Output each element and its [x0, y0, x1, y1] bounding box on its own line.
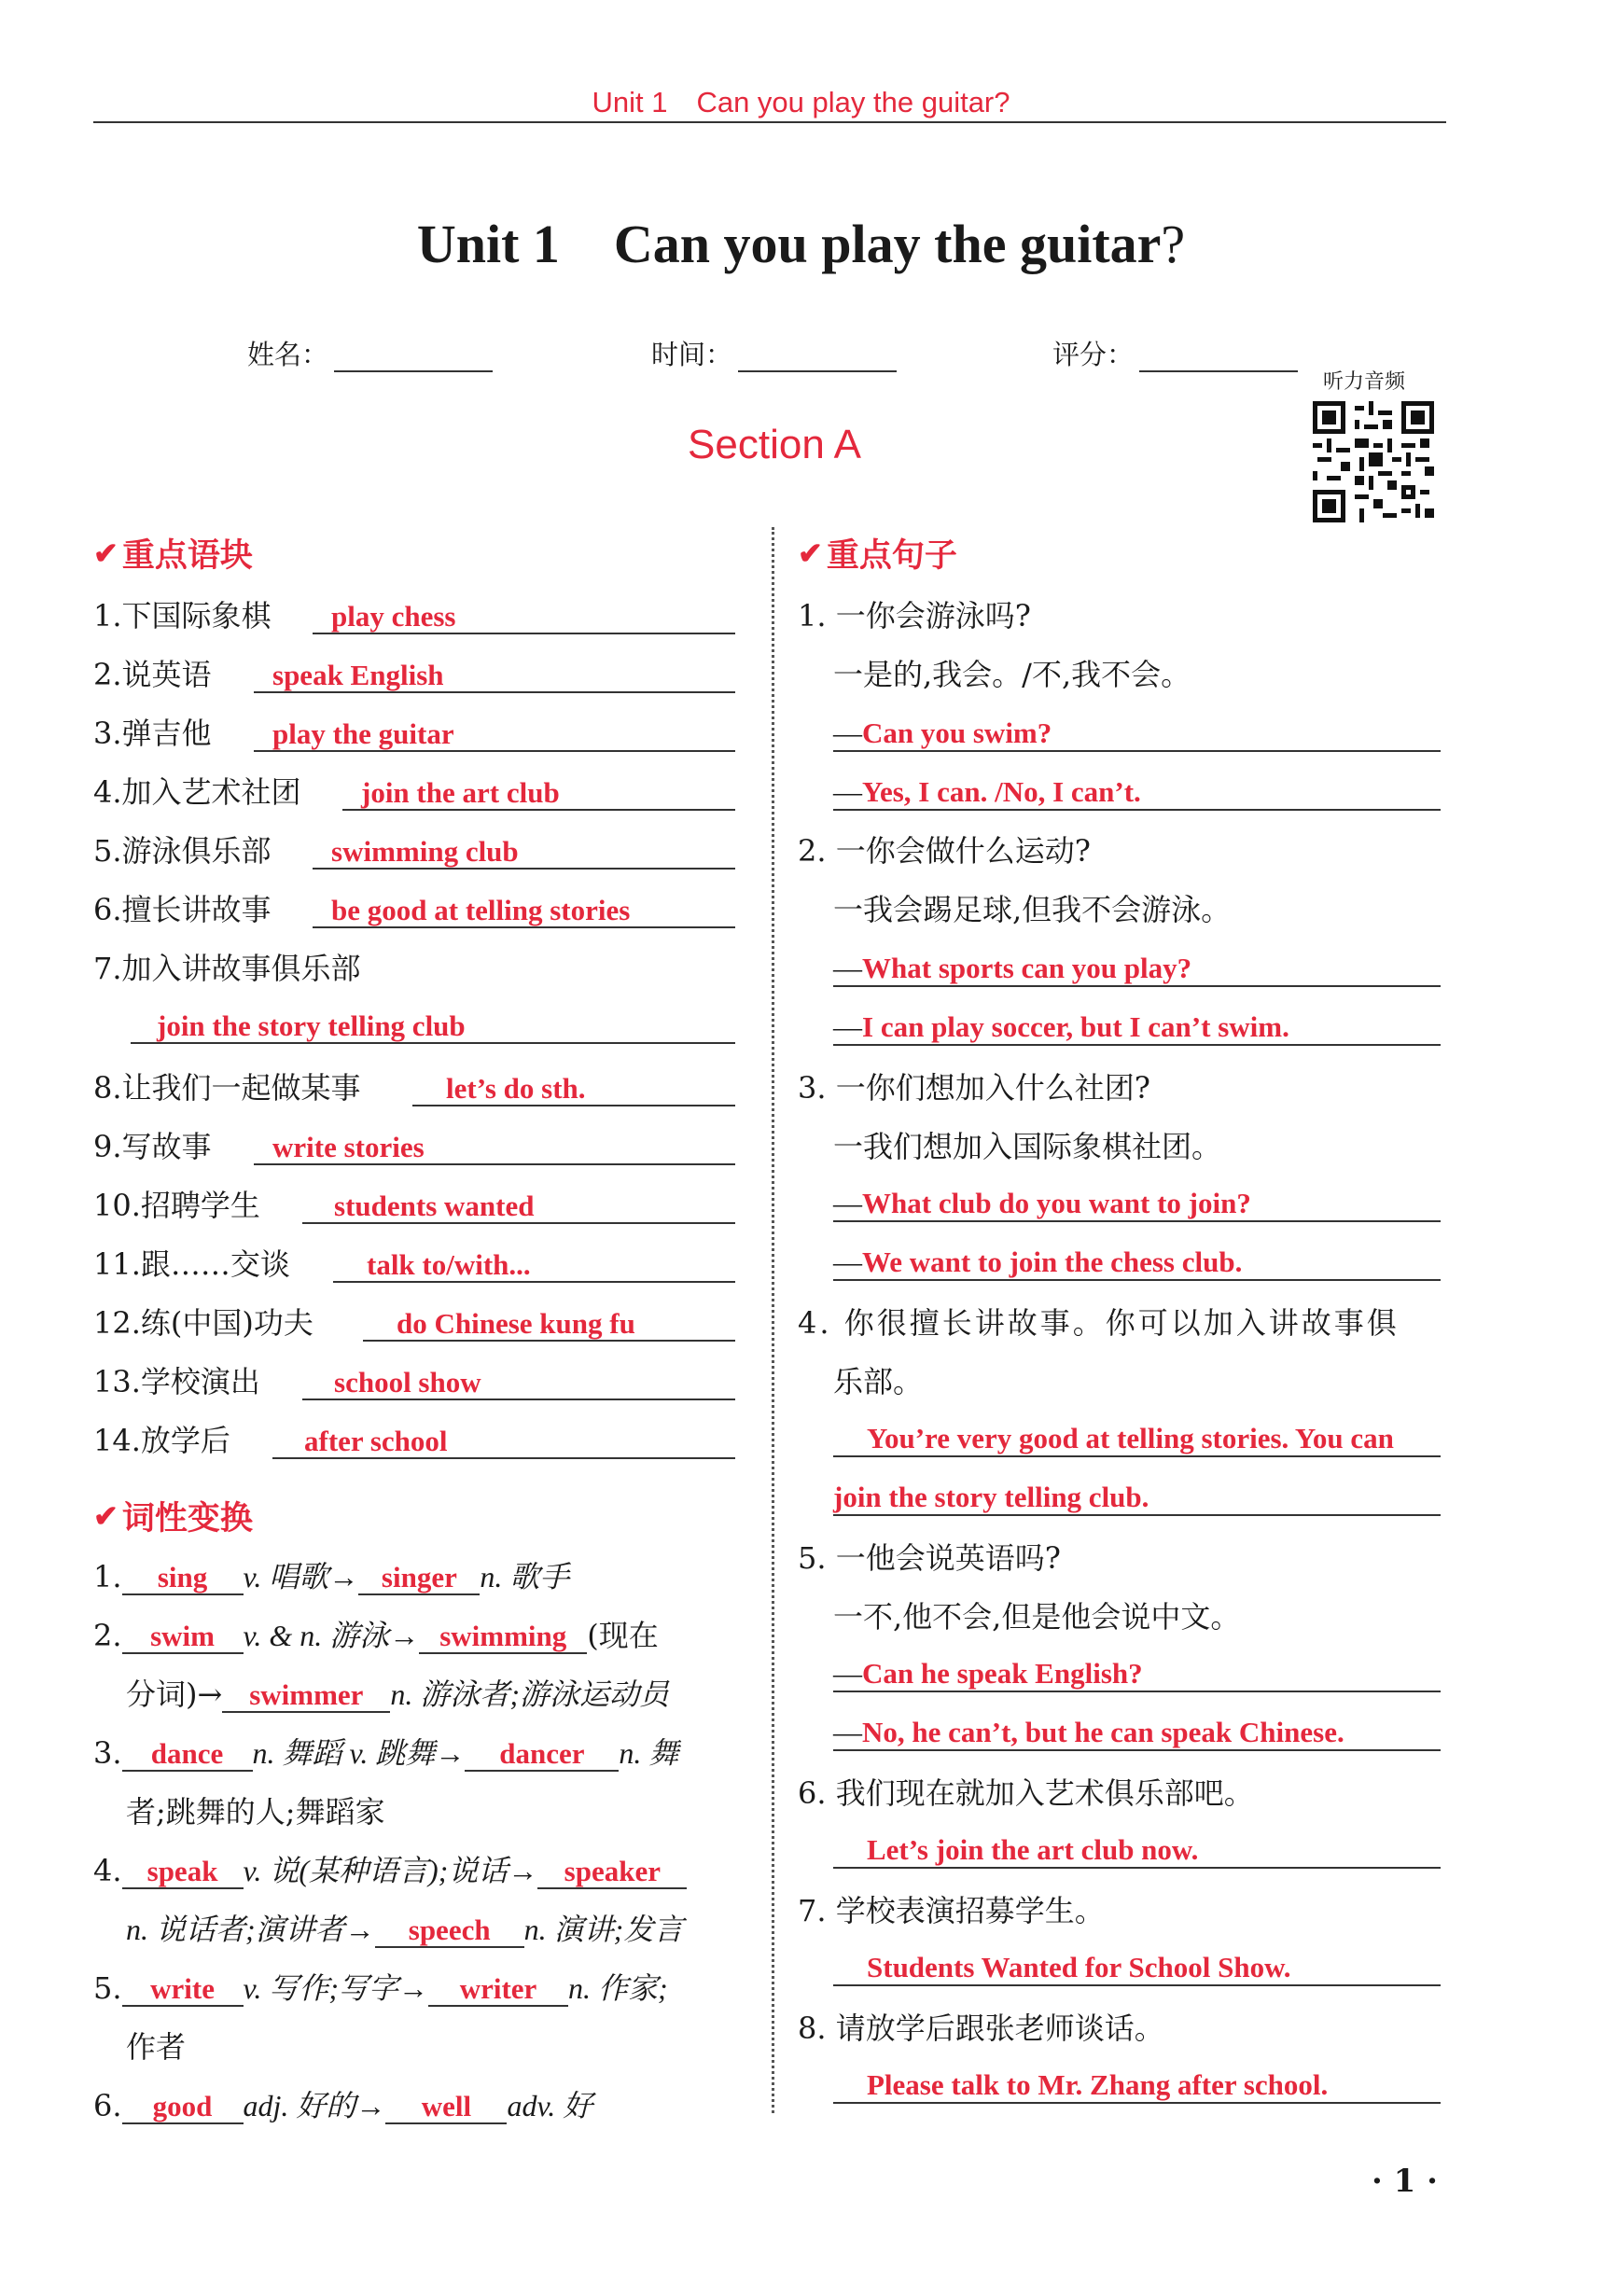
sentence-answer-text: Yes, I can. /No, I can’t.	[862, 775, 1141, 808]
wf-answer[interactable]: singer	[358, 1562, 480, 1595]
time-blank[interactable]	[738, 341, 897, 372]
phrase-answer[interactable]: write stories	[254, 1132, 735, 1165]
word-form-item-cont	[126, 1676, 669, 1713]
phrase-answer[interactable]: play chess	[313, 601, 735, 634]
sentence-prompt: 1. 一你会游泳吗?	[798, 598, 1031, 633]
dash: —	[833, 775, 862, 808]
dash: —	[833, 1716, 862, 1748]
name-blank[interactable]	[334, 341, 493, 372]
sentence-prompt: 6. 我们现在就加入艺术俱乐部吧。	[798, 1775, 1254, 1811]
wf-answer[interactable]: writer	[428, 1973, 568, 2007]
dash: —	[833, 952, 862, 984]
phrase-answer[interactable]: join the story telling club	[131, 1010, 735, 1044]
page-number: · 1 ·	[1372, 2163, 1439, 2200]
listening-audio-label: 听力音频	[1323, 370, 1406, 394]
phrase-chinese: 下国际象棋	[121, 598, 272, 633]
time-label: 时间：	[651, 339, 733, 370]
word-form-item-cont	[126, 1911, 683, 1948]
phrase-number: 2.	[93, 657, 122, 692]
phrase-answer[interactable]: join the art club	[342, 777, 735, 811]
phrase-chinese: 游泳俱乐部	[121, 833, 272, 869]
phrase-chinese: 加入讲故事俱乐部	[121, 951, 361, 986]
sentence-answer-text: We want to join the chess club.	[862, 1245, 1243, 1278]
phrase-number: 6.	[93, 892, 122, 927]
phrase-answer[interactable]: be good at telling stories	[313, 895, 735, 928]
wf-text: 者;跳舞的人;舞蹈家	[126, 1794, 385, 1830]
wf-answer[interactable]: swim	[122, 1621, 244, 1654]
wf-text: n. 舞	[619, 1736, 679, 1770]
wf-text: v. 说(某种语言);说话→	[243, 1854, 538, 1887]
sentence-answer[interactable]: Students Wanted for School Show.	[833, 1951, 1441, 1986]
wf-text: adj. 好的→	[243, 2089, 386, 2122]
wf-answer[interactable]: good	[122, 2091, 244, 2124]
phrase-number: 3.	[93, 716, 122, 751]
dash: —	[833, 1010, 862, 1043]
phrase-number: 12.	[93, 1305, 141, 1341]
dash: —	[833, 1187, 862, 1219]
wf-answer[interactable]: dance	[122, 1738, 253, 1772]
title-text: Unit 1 Can you play the guitar	[416, 214, 1162, 274]
wf-answer[interactable]: dancer	[465, 1738, 619, 1772]
wf-answer[interactable]: swimming	[419, 1621, 587, 1654]
wf-answer[interactable]: speak	[122, 1856, 244, 1889]
phrase-chinese: 学校演出	[140, 1364, 260, 1399]
sentence-answer[interactable]	[833, 1657, 1441, 1692]
phrase-number: 13.	[93, 1364, 141, 1399]
phrase-chinese: 跟……交谈	[140, 1246, 290, 1282]
sentence-answer[interactable]: join the story telling club.	[833, 1481, 1441, 1516]
sentence-answer[interactable]	[833, 1245, 1441, 1281]
wf-text: n. 说话者;演讲者→	[126, 1913, 375, 1946]
wf-number: 6.	[93, 2088, 122, 2123]
sentence-prompt: 一是的,我会。/不,我不会。	[833, 657, 1191, 692]
check-icon: ✔	[93, 536, 118, 571]
wf-answer[interactable]: well	[385, 2091, 507, 2124]
score-label: 评分：	[1052, 339, 1135, 370]
word-form-item	[93, 1558, 569, 1595]
sentence-prompt: 8. 请放学后跟张老师谈话。	[798, 2011, 1164, 2046]
word-form-item-cont	[126, 1793, 385, 1830]
sentence-answer[interactable]	[833, 1716, 1441, 1751]
key-phrases-heading-text: 重点语块	[121, 536, 253, 575]
name-label: 姓名：	[247, 339, 329, 370]
word-form-item	[93, 1617, 659, 1654]
wf-answer[interactable]: speech	[375, 1914, 524, 1948]
page-title	[0, 200, 1602, 278]
sentence-prompt: 4. 你很擅长讲故事。你可以加入讲故事俱	[798, 1305, 1400, 1341]
wf-text: n. 歌手	[480, 1560, 570, 1593]
sentence-prompt: 一我们想加入国际象棋社团。	[833, 1129, 1222, 1164]
sentence-prompt: 7. 学校表演招募学生。	[798, 1893, 1105, 1928]
phrase-item	[93, 1187, 535, 1224]
word-form-item	[93, 1734, 678, 1772]
phrase-answer[interactable]: talk to/with...	[333, 1249, 735, 1283]
sentence-answer-text: Can you swim?	[862, 717, 1052, 749]
sentence-prompt: 3. 一你们想加入什么社团?	[798, 1070, 1150, 1106]
wf-answer[interactable]: sing	[122, 1562, 244, 1595]
wf-text: adv. 好	[507, 2089, 593, 2122]
phrase-chinese: 弹吉他	[121, 716, 212, 751]
phrase-answer[interactable]: speak English	[254, 660, 735, 693]
wf-text: n. 作家;	[568, 1971, 668, 2005]
phrase-item	[93, 597, 456, 634]
name-field[interactable]	[247, 334, 493, 372]
wf-answer[interactable]: speaker	[537, 1856, 687, 1889]
wf-number: 3.	[93, 1735, 122, 1771]
sentence-answer[interactable]: You’re very good at telling stories. You can	[833, 1422, 1441, 1457]
phrase-item	[93, 1128, 425, 1165]
phrase-item	[93, 773, 560, 811]
wf-number: 1.	[93, 1559, 122, 1594]
word-form-item-cont	[126, 2028, 186, 2066]
wf-number: 5.	[93, 1970, 122, 2006]
title-question-mark: ?	[1161, 214, 1186, 274]
wf-text: n. 游泳者;游泳运动员	[390, 1677, 669, 1711]
wf-text: 作者	[126, 2029, 187, 2065]
phrase-answer[interactable]: school show	[302, 1367, 735, 1400]
phrase-item	[93, 715, 454, 752]
phrase-number: 7.	[93, 951, 122, 986]
wf-number: 4.	[93, 1853, 122, 1888]
sentence-answer-text: I can play soccer, but I can’t swim.	[862, 1010, 1289, 1043]
column-divider	[772, 527, 774, 2113]
sentence-answer[interactable]	[833, 775, 1441, 811]
phrase-number: 8.	[93, 1070, 122, 1106]
phrase-item	[93, 950, 361, 987]
phrase-answer[interactable]: play the guitar	[254, 718, 735, 752]
phrase-chinese: 招聘学生	[140, 1188, 260, 1223]
phrase-chinese: 加入艺术社团	[121, 774, 301, 810]
word-forms-heading-text: 词性变换	[121, 1499, 253, 1538]
phrase-number: 11.	[93, 1246, 141, 1282]
wf-text: v. 唱歌→	[243, 1560, 359, 1593]
phrase-chinese: 让我们一起做某事	[121, 1070, 361, 1106]
phrase-chinese: 放学后	[140, 1423, 230, 1458]
phrase-item	[93, 656, 444, 693]
wf-answer[interactable]: write	[122, 1973, 244, 2007]
phrase-item	[93, 1245, 531, 1283]
phrase-answer[interactable]: let’s do sth.	[412, 1073, 735, 1106]
sentence-answer-text: What club do you want to join?	[862, 1187, 1251, 1219]
phrase-number: 10.	[93, 1188, 141, 1223]
score-blank[interactable]	[1139, 341, 1298, 372]
wf-number: 2.	[93, 1618, 122, 1653]
sentence-answer[interactable]: Let’s join the art club now.	[833, 1833, 1441, 1869]
key-sentences-heading-text: 重点句子	[826, 536, 957, 575]
phrase-number: 14.	[93, 1423, 141, 1458]
phrase-item	[93, 891, 631, 928]
sentence-prompt: 乐部。	[833, 1364, 924, 1399]
dash: —	[833, 1657, 862, 1690]
check-icon: ✔	[798, 536, 823, 571]
sentence-prompt: 一不,他不会,但是他会说中文。	[833, 1599, 1241, 1635]
sentence-answer[interactable]: Please talk to Mr. Zhang after school.	[833, 2068, 1441, 2104]
sentence-answer-text: No, he can’t, but he can speak Chinese.	[862, 1716, 1344, 1748]
phrase-item	[93, 1363, 481, 1400]
wf-text: n. 舞蹈 v. 跳舞→	[252, 1736, 466, 1770]
key-phrases-heading	[93, 530, 253, 577]
sentence-answer-text: What sports can you play?	[862, 952, 1192, 984]
phrase-number: 9.	[93, 1129, 122, 1164]
phrase-item	[93, 1304, 635, 1342]
dash: —	[833, 717, 862, 749]
dash: —	[833, 1245, 862, 1278]
phrase-answer[interactable]: do Chinese kung fu	[363, 1308, 735, 1342]
sentence-answer-text: Can he speak English?	[862, 1657, 1143, 1690]
sentence-prompt: 2. 一你会做什么运动?	[798, 833, 1091, 869]
header-rule	[93, 121, 1446, 123]
sentence-answer[interactable]	[833, 1187, 1441, 1222]
phrase-item	[93, 1069, 586, 1106]
wf-text: n. 演讲;发言	[523, 1913, 684, 1946]
phrase-chinese: 擅长讲故事	[121, 892, 272, 927]
sentence-prompt: 5. 一他会说英语吗?	[798, 1540, 1061, 1576]
wf-text: (现在	[587, 1618, 659, 1653]
sentence-answer[interactable]	[833, 952, 1441, 987]
phrase-number: 1.	[93, 598, 122, 633]
sentence-prompt: 一我会踢足球,但我不会游泳。	[833, 892, 1232, 927]
word-forms-heading	[93, 1493, 253, 1539]
section-title: Section A	[688, 422, 861, 467]
time-field[interactable]	[651, 334, 897, 372]
word-form-item	[93, 1852, 687, 1889]
phrase-answer[interactable]: after school	[272, 1426, 735, 1459]
running-head: Unit 1 Can you play the guitar?	[592, 86, 1010, 118]
wf-text: v. & n. 游泳→	[243, 1619, 420, 1652]
phrase-answer[interactable]: swimming club	[313, 836, 735, 870]
phrase-chinese: 练(中国)功夫	[140, 1305, 313, 1341]
key-sentences-heading	[798, 530, 957, 577]
score-field[interactable]	[1052, 334, 1298, 372]
wf-text: v. 写作;写字→	[243, 1971, 429, 2005]
sentence-answer[interactable]	[833, 717, 1441, 752]
word-form-item	[93, 2087, 592, 2124]
phrase-answer[interactable]: students wanted	[302, 1190, 735, 1224]
phrase-chinese: 写故事	[121, 1129, 212, 1164]
wf-answer[interactable]: swimmer	[222, 1679, 390, 1713]
phrase-number: 4.	[93, 774, 122, 810]
phrase-chinese: 说英语	[121, 657, 212, 692]
wf-text: 分词)→	[126, 1677, 223, 1712]
phrase-number: 5.	[93, 833, 122, 869]
phrase-item	[93, 1422, 448, 1459]
sentence-answer[interactable]	[833, 1010, 1441, 1046]
check-icon: ✔	[93, 1498, 118, 1534]
word-form-item	[93, 1969, 668, 2007]
phrase-item	[93, 832, 519, 870]
